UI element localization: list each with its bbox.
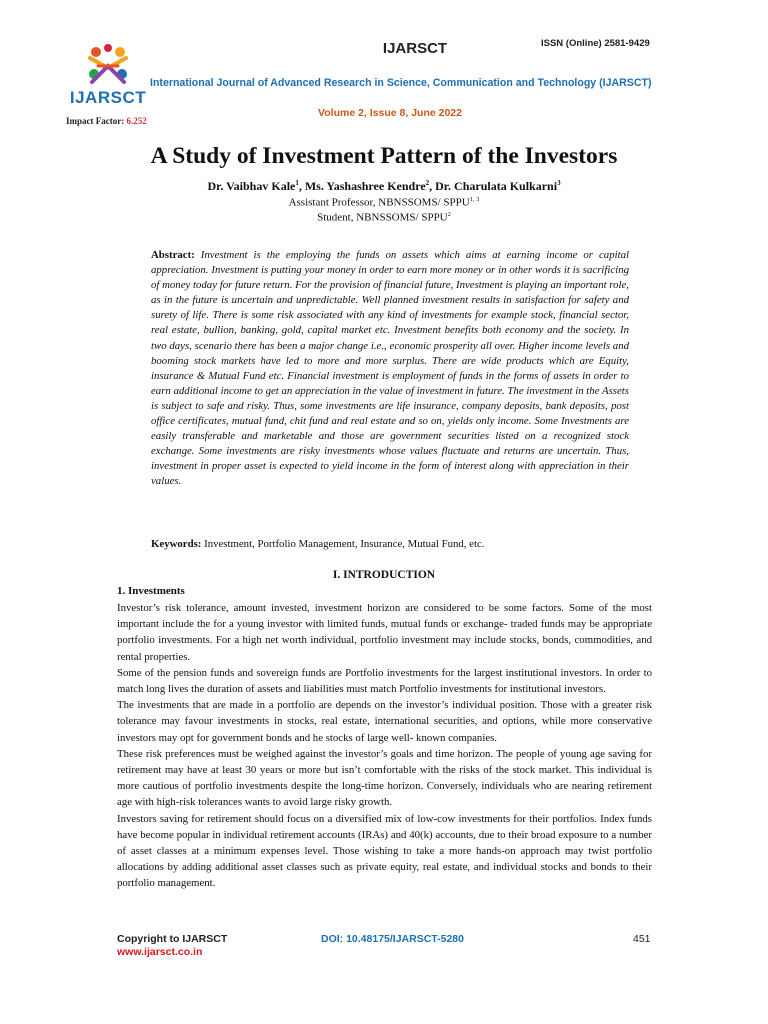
author-sup: 1: [295, 179, 299, 187]
paragraph: Some of the pension funds and sovereign funds are Portfolio investments for the largest institutional investors. In order to match long lives the duration of assets and liabilities must match Portfolio investments for institutional investors.: [117, 666, 652, 696]
author-sup: 2: [425, 179, 430, 187]
keywords: [151, 538, 629, 550]
footer-doi-link[interactable]: DOI: 10.48175/IJARSCT-5280: [321, 933, 464, 945]
affiliation-text: Assistant Professor, NBNSSOMS/ SPPU: [288, 196, 470, 209]
author-list: [0, 179, 768, 194]
paper-title: A Study of Investment Pattern of the Investors: [150, 143, 618, 169]
section-heading: I. INTRODUCTION: [332, 569, 436, 581]
author-sup: 3: [557, 179, 561, 187]
keywords-text: Investment, Portfolio Management, Insurance, Mutual Fund, etc.: [204, 538, 485, 550]
impact-factor: [66, 116, 147, 126]
logo-emblem-icon: [84, 44, 132, 88]
abstract: [151, 248, 629, 490]
footer-website-link[interactable]: www.ijarsct.co.in: [117, 946, 203, 958]
subsection-heading: 1. Investments: [117, 585, 185, 597]
abstract-text: Investment is the employing the funds on assets which aims at earning income or capital appreciation. Investment is putting your money in order to earn more money or in other words it is sacrificing of money today for future return. For the provision of financial future, Investment is playing an important role, as in the future is uncertain and unpredictable. Well planned investment results in satisfaction for safety and surety of life. There is some risk associated with any kind of investments for example stock, financial sector, real estate, bullion, banking, gold, capital market etc. Investment benefits both economy and the society. In two days, scenario there has been a major change i.e., economic prosperity all over. Higher income levels and booming stock markets have led to more and more surplus. There are wide products which are Equity, insurance & Mutual Fund etc. Financial investment is employment of funds in the forms of assets in order to earn additional income to get an appreciation in the value of investment in future. The investment in the Assets is subject to safe and risky. Thus, some investments are life insurance, company deposits, bank deposits, post office certificates, mutual fund, chit fund and real estate and so on, yields only income. Some Investments are easily transferable and marketable and those are government securities listed on a recognized stock exchange. Some investments are risky investments whose values fluctuate and returns are uncertain. Thus, investment in proper asset is expected to yield income in the form of interest along with appreciation in their values.: [151, 249, 629, 488]
paragraph: The investments that are made in a portfolio are depends on the investor’s individual position. Those with a greater risk tolerance may favour investments in stocks, real estate, international securities, and options, while more conservative investors may opt for government bonds and he stocks of large well- known companies.: [117, 699, 652, 744]
affiliation-sup: 2: [447, 211, 451, 218]
paragraph: Investor’s risk tolerance, amount invested, investment horizon are considered to be some factors. Some of the most important include the for a young investor with limited funds, mutual funds or exchange- traded funds may be appropriate portfolio investments. For a high net worth individual, portfolio investment may include stocks, bonds, commodities, and rental properties.: [117, 602, 652, 663]
abstract-label: Abstract:: [151, 249, 195, 261]
body-text: [117, 600, 652, 892]
footer-copyright: Copyright to IJARSCT: [117, 933, 228, 945]
paragraph: Investors saving for retirement should focus on a diversified mix of low-cow investments for their portfolios. Index funds have become popular in individual retirement accounts (IRAs) and 40(k) accounts, due to their broad exposure to a number of asset classes at a minimum expenses level. Those wishing to take a more hands-on approach may twist portfolio allocations by adding additional asset classes such as private equity, real estate, and individual stocks and bonds to their portfolio management.: [117, 812, 652, 890]
affiliation-text: Student, NBNSSOMS/ SPPU: [317, 211, 448, 224]
affiliation: [0, 211, 768, 224]
affiliation-sup: 1, 3: [469, 196, 480, 203]
journal-short-title: IJARSCT: [382, 40, 448, 57]
impact-factor-value: 6.252: [126, 116, 147, 126]
author-sep: ,: [298, 179, 305, 193]
issn-label: ISSN (Online) 2581-9429: [541, 38, 650, 49]
author-name: Ms. Yashashree Kendre: [304, 179, 426, 193]
paragraph: These risk preferences must be weighed against the investor’s goals and time horizon. The people of young age saving for retirement may have at least 30 years or more but isn’t comfortable with the risks of the stock market. This individual is more cautious of portfolio investments despite the long-time horizon. Conversely, individuals who are nearing retirement age with high-risk tolerances wants to avoid large risky growth.: [117, 747, 652, 809]
author-name: Dr. Charulata Kulkarni: [435, 179, 558, 193]
page-number: 451: [633, 933, 651, 945]
journal-full-title: International Journal of Advanced Research in Science, Communication and Technology (IJARSCT): [150, 77, 652, 89]
keywords-label: Keywords:: [151, 538, 202, 550]
affiliation: [0, 196, 768, 209]
author-sep: ,: [429, 179, 436, 193]
author-name: Dr. Vaibhav Kale: [207, 179, 296, 193]
journal-logo: [66, 44, 150, 106]
logo-text: IJARSCT: [69, 88, 147, 107]
impact-factor-label: Impact Factor:: [66, 116, 127, 126]
volume-issue: Volume 2, Issue 8, June 2022: [318, 107, 462, 119]
